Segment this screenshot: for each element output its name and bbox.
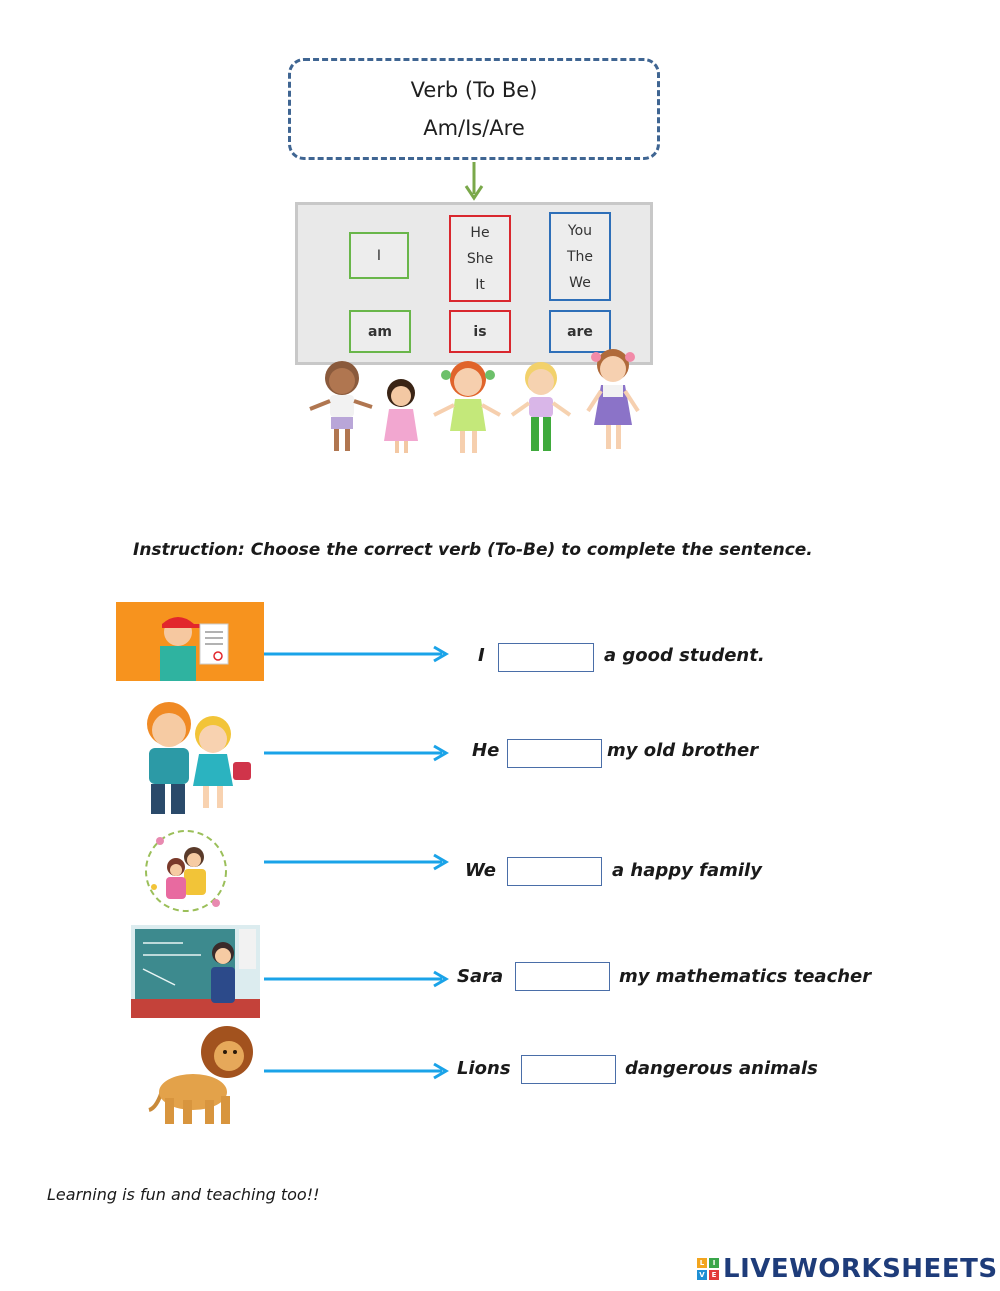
title-box	[288, 58, 660, 160]
verb-text: am	[367, 323, 393, 340]
arrow-right-icon	[264, 645, 450, 663]
exercise-subject: I	[478, 645, 485, 666]
child-2-icon	[384, 379, 418, 453]
down-arrow-icon	[462, 160, 486, 202]
instruction-text: Instruction: Choose the correct verb (To-Be) to complete the sentence.	[133, 540, 813, 560]
exercise-subject: We	[465, 860, 496, 881]
liveworksheets-logo[interactable]	[697, 1254, 998, 1284]
title-line-2: Am/Is/Are	[423, 116, 525, 140]
subject-text: We	[569, 274, 591, 291]
children-illustration	[300, 345, 650, 460]
answer-input-2[interactable]	[507, 739, 602, 768]
exercise-rest: my mathematics teacher	[619, 966, 872, 987]
footer-text: Learning is fun and teaching too!!	[47, 1185, 320, 1204]
child-4-icon	[512, 362, 570, 451]
verb-text: are	[567, 323, 593, 340]
siblings-icon	[133, 698, 255, 818]
lion-icon	[143, 1018, 255, 1128]
subject-text: The	[566, 248, 594, 265]
arrow-right-icon	[264, 853, 450, 871]
answer-input-4[interactable]	[515, 962, 610, 991]
subject-cell-i	[349, 232, 409, 279]
subject-text: You	[567, 222, 593, 239]
arrow-right-icon	[264, 744, 450, 762]
verb-text: is	[473, 323, 487, 340]
title-line-1: Verb (To Be)	[410, 78, 538, 102]
pronoun-board	[295, 202, 653, 365]
family-icon	[140, 825, 232, 917]
subject-cell-you-they-we	[549, 212, 611, 301]
child-5-icon	[588, 349, 638, 449]
exercise-rest: dangerous animals	[625, 1058, 818, 1079]
teacher-icon	[131, 925, 260, 1018]
subject-text: She	[466, 250, 494, 267]
exercise-subject: Lions	[457, 1058, 511, 1079]
answer-input-1[interactable]	[498, 643, 594, 672]
answer-input-5[interactable]	[521, 1055, 616, 1084]
arrow-right-icon	[264, 1062, 450, 1080]
subject-text: It	[475, 276, 485, 293]
exercise-subject: Sara	[457, 966, 504, 987]
child-1-icon	[310, 361, 372, 451]
student-icon	[116, 602, 264, 681]
brand-name: LIVEWORKSHEETS	[723, 1254, 998, 1284]
subject-text: He	[470, 224, 490, 241]
child-3-icon	[434, 361, 500, 453]
exercise-rest: my old brother	[607, 740, 759, 761]
exercise-subject: He	[472, 740, 500, 761]
exercise-rest: a happy family	[612, 860, 762, 881]
subject-cell-he-she-it	[449, 215, 511, 302]
subject-text: I	[376, 247, 382, 264]
arrow-right-icon	[264, 970, 450, 988]
answer-input-3[interactable]	[507, 857, 602, 886]
logo-squares-icon: L I V E	[697, 1258, 719, 1280]
exercise-rest: a good student.	[604, 645, 765, 666]
